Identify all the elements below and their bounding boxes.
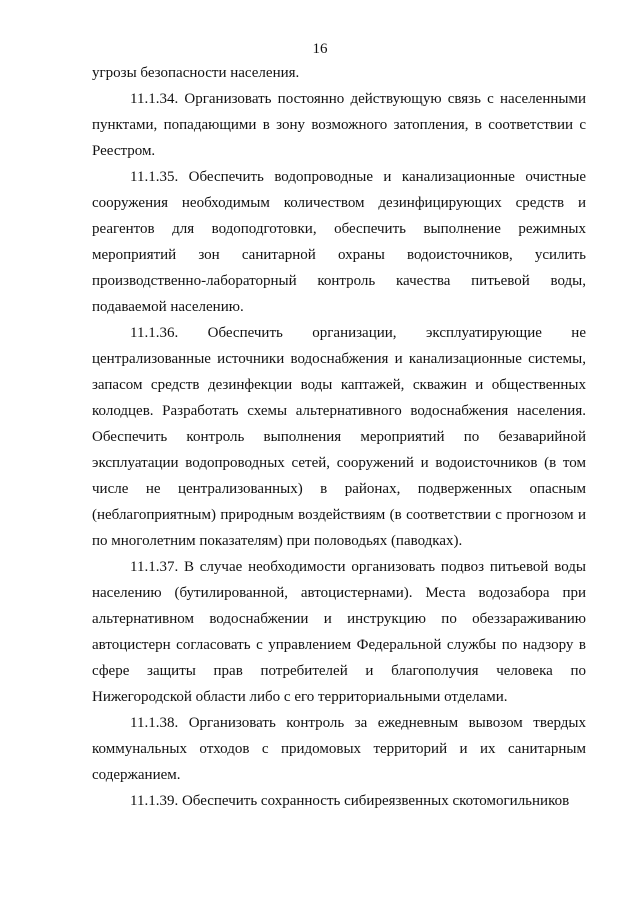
- paragraph-11-1-36: 11.1.36. Обеспечить организации, эксплуатирующие не централизованные источники водоснабжения и канализационные системы, запасом средств дезинфекции воды каптажей, скважин и общественных колодцев. Разработать схемы альтернативного водоснабжения населения. Обеспечить контроль выполнения мероприятий по безаварийной эксплуатации водопроводных сетей, сооружений и водоисточников (в том числе не централизованных) в районах, подверженных опасным (неблагоприятным) природным воздействиям (в соответствии с прогнозом и по многолетним показателям) при половодьях (паводках).: [92, 325, 586, 549]
- body-text: [92, 60, 586, 814]
- page-number: 16: [312, 41, 328, 57]
- paragraph-11-1-39: 11.1.39. Обеспечить сохранность сибиреязвенных скотомогильников: [130, 793, 570, 809]
- paragraph-11-1-37: 11.1.37. В случае необходимости организовать подвоз питьевой воды населению (бутилированной, автоцистернами). Места водозабора при альтернативном водоснабжении и инструкцию по обеззараживанию автоцистерн согласовать с управлением Федеральной службы по надзору в сфере защиты прав потребителей и благополучия человека по Нижегородской области либо с его территориальными отделами.: [92, 559, 586, 705]
- paragraph-continuation: угрозы безопасности населения.: [92, 65, 300, 81]
- paragraph-11-1-34: 11.1.34. Организовать постоянно действующую связь с населенными пунктами, попадающими в зону возможного затопления, в соответствии с Реестром.: [92, 91, 586, 159]
- paragraph-11-1-35: 11.1.35. Обеспечить водопроводные и канализационные очистные сооружения необходимым количеством дезинфицирующих средств и реагентов для водоподготовки, обеспечить выполнение режимных мероприятий зон санитарной охраны водоисточников, усилить производственно-лабораторный контроль качества питьевой воды, подаваемой населению.: [92, 169, 586, 315]
- paragraph-11-1-38: 11.1.38. Организовать контроль за ежедневным вывозом твердых коммунальных отходов с придомовых территорий и их санитарным содержанием.: [92, 715, 586, 783]
